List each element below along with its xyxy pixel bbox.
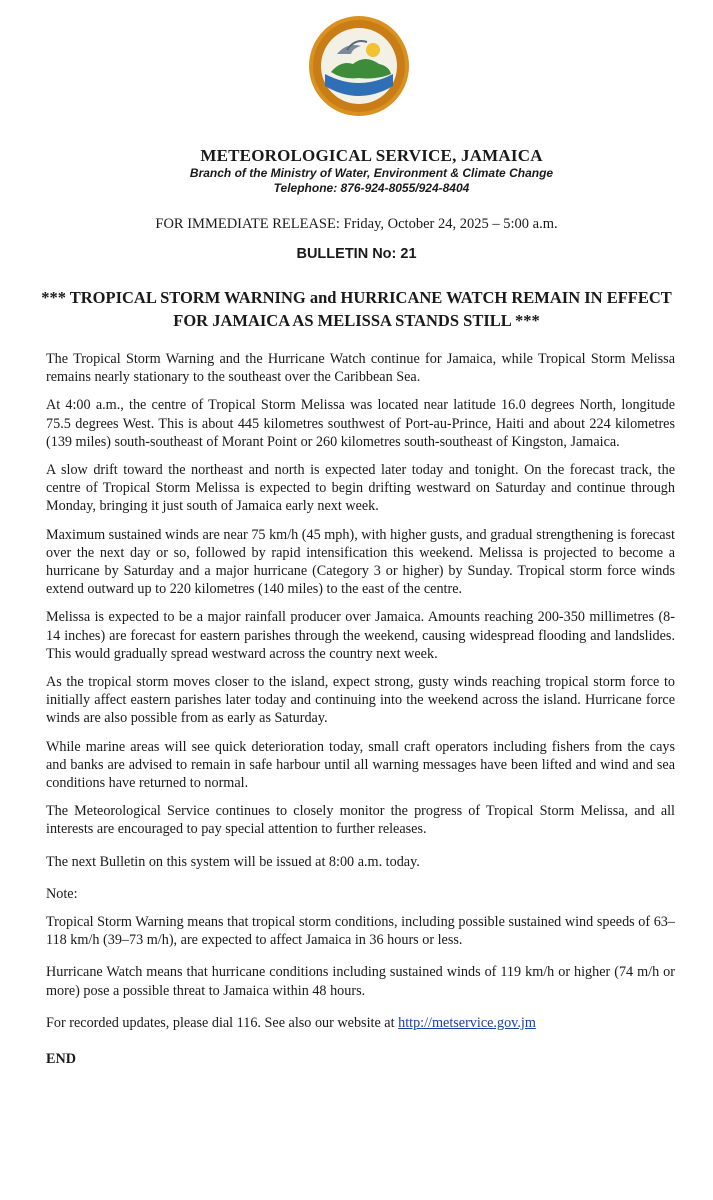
letterhead: [0, 146, 713, 196]
paragraph: The next Bulletin on this system will be issued at 8:00 a.m. today.: [46, 853, 420, 870]
paragraph: The Meteorological Service continues to closely monitor the progress of Tropical Storm Melissa, and all interests are encouraged to pay special attention to further releases.: [46, 803, 675, 838]
paragraph: As the tropical storm moves closer to the island, expect strong, gusty winds reaching tropical storm force to initially affect eastern parishes later today and continuing into the weekend across the island. Hurricane force winds are also possible from as early as Saturday.: [46, 674, 675, 727]
telephone-line: Telephone: 876-924-8055/924-8404: [273, 181, 470, 195]
paragraph: Melissa is expected to be a major rainfall producer over Jamaica. Amounts reaching 200-350 millimetres (8-14 inches) are forecast for eastern parishes through the weekend, causing widespread flooding and landslides. This would gradually spread westward across the country next week.: [46, 609, 675, 662]
bulletin-body: [46, 350, 675, 1068]
paragraph: The Tropical Storm Warning and the Hurricane Watch continue for Jamaica, while Tropical Storm Melissa remains nearly stationary to the southeast over the Caribbean Sea.: [46, 351, 675, 386]
paragraph: At 4:00 a.m., the centre of Tropical Storm Melissa was located near latitude 16.0 degrees North, longitude 75.5 degrees West. This is about 445 kilometres southwest of Port-au-Prince, Haiti and about 224 kilometres (139 miles) south-southeast of Morant Point or 260 kilometres south-southeast of Kingston, Jamaica.: [46, 397, 675, 450]
seal-icon: [307, 14, 411, 118]
release-line: FOR IMMEDIATE RELEASE: Friday, October 24, 2025 – 5:00 a.m.: [155, 216, 558, 232]
ministry-branch: Branch of the Ministry of Water, Environment & Climate Change: [189, 166, 554, 180]
organization-name: METEOROLOGICAL SERVICE, JAMAICA: [200, 146, 543, 165]
updates-line: [46, 1014, 675, 1032]
updates-text: For recorded updates, please dial 116. See also our website at: [46, 1014, 399, 1031]
paragraph: A slow drift toward the northeast and north is expected later today and tonight. On the forecast track, the centre of Tropical Storm Melissa is expected to begin drifting westward on Saturday and continue through Monday, bringing it just south of Jamaica early next week.: [46, 462, 675, 515]
paragraph: Maximum sustained winds are near 75 km/h (45 mph), with higher gusts, and gradual strengthening is forecast over the next day or so, followed by rapid intensification this weekend. Melissa is projected to become a hurricane by Saturday and a major hurricane (Category 3 or higher) by Sunday. Tropical storm force winds extend outward up to 220 kilometres (140 miles) to the east of the centre.: [46, 526, 675, 598]
bulletin-number: BULLETIN No: 21: [296, 246, 417, 262]
note-label: Note:: [46, 885, 78, 902]
end-marker: END: [46, 1051, 76, 1068]
note-hurricane-watch: Hurricane Watch means that hurricane conditions including sustained winds of 119 km/h or higher (74 m/h or more) pose a possible threat to Jamaica within 48 hours.: [46, 964, 675, 999]
headline: *** TROPICAL STORM WARNING and HURRICANE WATCH REMAIN IN EFFECT FOR JAMAICA AS MELISSA STANDS STILL ***: [41, 288, 672, 330]
meteorological-service-logo: [307, 14, 411, 118]
paragraph: While marine areas will see quick deterioration today, small craft operators including fishers from the cays and banks are advised to remain in safe harbour until all warning messages have been lifted and wind and sea conditions have returned to normal.: [46, 738, 675, 792]
website-link[interactable]: http://metservice.gov.jm: [398, 1014, 536, 1031]
note-tropical-storm-warning: Tropical Storm Warning means that tropical storm conditions, including possible sustained wind speeds of 63–118 km/h (39–73 m/h), are expected to affect Jamaica in 36 hours or less.: [46, 914, 675, 949]
